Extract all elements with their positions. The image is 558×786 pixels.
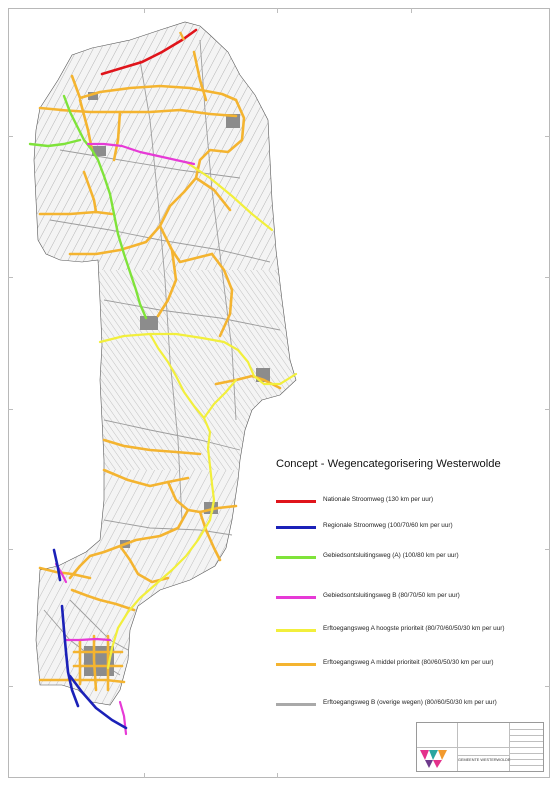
legend-label: Regionale Stroomweg (100/70/60 km per uur) <box>323 522 453 529</box>
organization-name: GEMEENTE WESTERWOLDE <box>458 758 511 762</box>
legend-swatch <box>276 629 316 632</box>
title-block <box>416 722 544 772</box>
title-block-divider <box>509 741 543 742</box>
title-block-divider <box>509 753 543 754</box>
parcel-area <box>30 20 300 710</box>
legend-swatch <box>276 556 316 559</box>
logo-shape <box>420 750 429 760</box>
legend-label: Erftoegangsweg B (overige wegen) (80//60/50/30 km per uur) <box>323 699 497 706</box>
title-block-divider <box>457 723 458 771</box>
title-block-divider <box>509 729 543 730</box>
municipality-logo-icon <box>419 748 449 770</box>
legend-swatch <box>276 703 316 706</box>
legend-label: Gebiedsontsluitingsweg (A) (100/80 km per uur) <box>323 552 459 559</box>
legend-swatch <box>276 663 316 666</box>
logo-shape <box>438 750 447 760</box>
legend-swatch <box>276 596 316 599</box>
legend-label: Gebiedsontsluitingsweg B (80/70/50 km per uur) <box>323 592 460 599</box>
legend-swatch <box>276 500 316 503</box>
map-title: Concept - Wegencategorisering Westerwolde <box>276 458 501 470</box>
logo-shape <box>429 750 438 760</box>
legend-swatch <box>276 526 316 529</box>
logo-shape <box>433 760 442 768</box>
title-block-divider <box>509 735 543 736</box>
logo-shape <box>425 760 433 768</box>
legend-label: Erftoegangsweg A hoogste prioriteit (80/70/60/50/30 km per uur) <box>323 625 505 632</box>
title-block-divider <box>509 759 543 760</box>
title-block-divider <box>509 723 510 771</box>
title-block-divider <box>457 755 509 756</box>
legend-label: Erftoegangsweg A middel prioriteit (80//60/50/30 km per uur) <box>323 659 494 666</box>
title-block-divider <box>509 765 543 766</box>
legend-label: Nationale Stroomweg (130 km per uur) <box>323 496 434 503</box>
